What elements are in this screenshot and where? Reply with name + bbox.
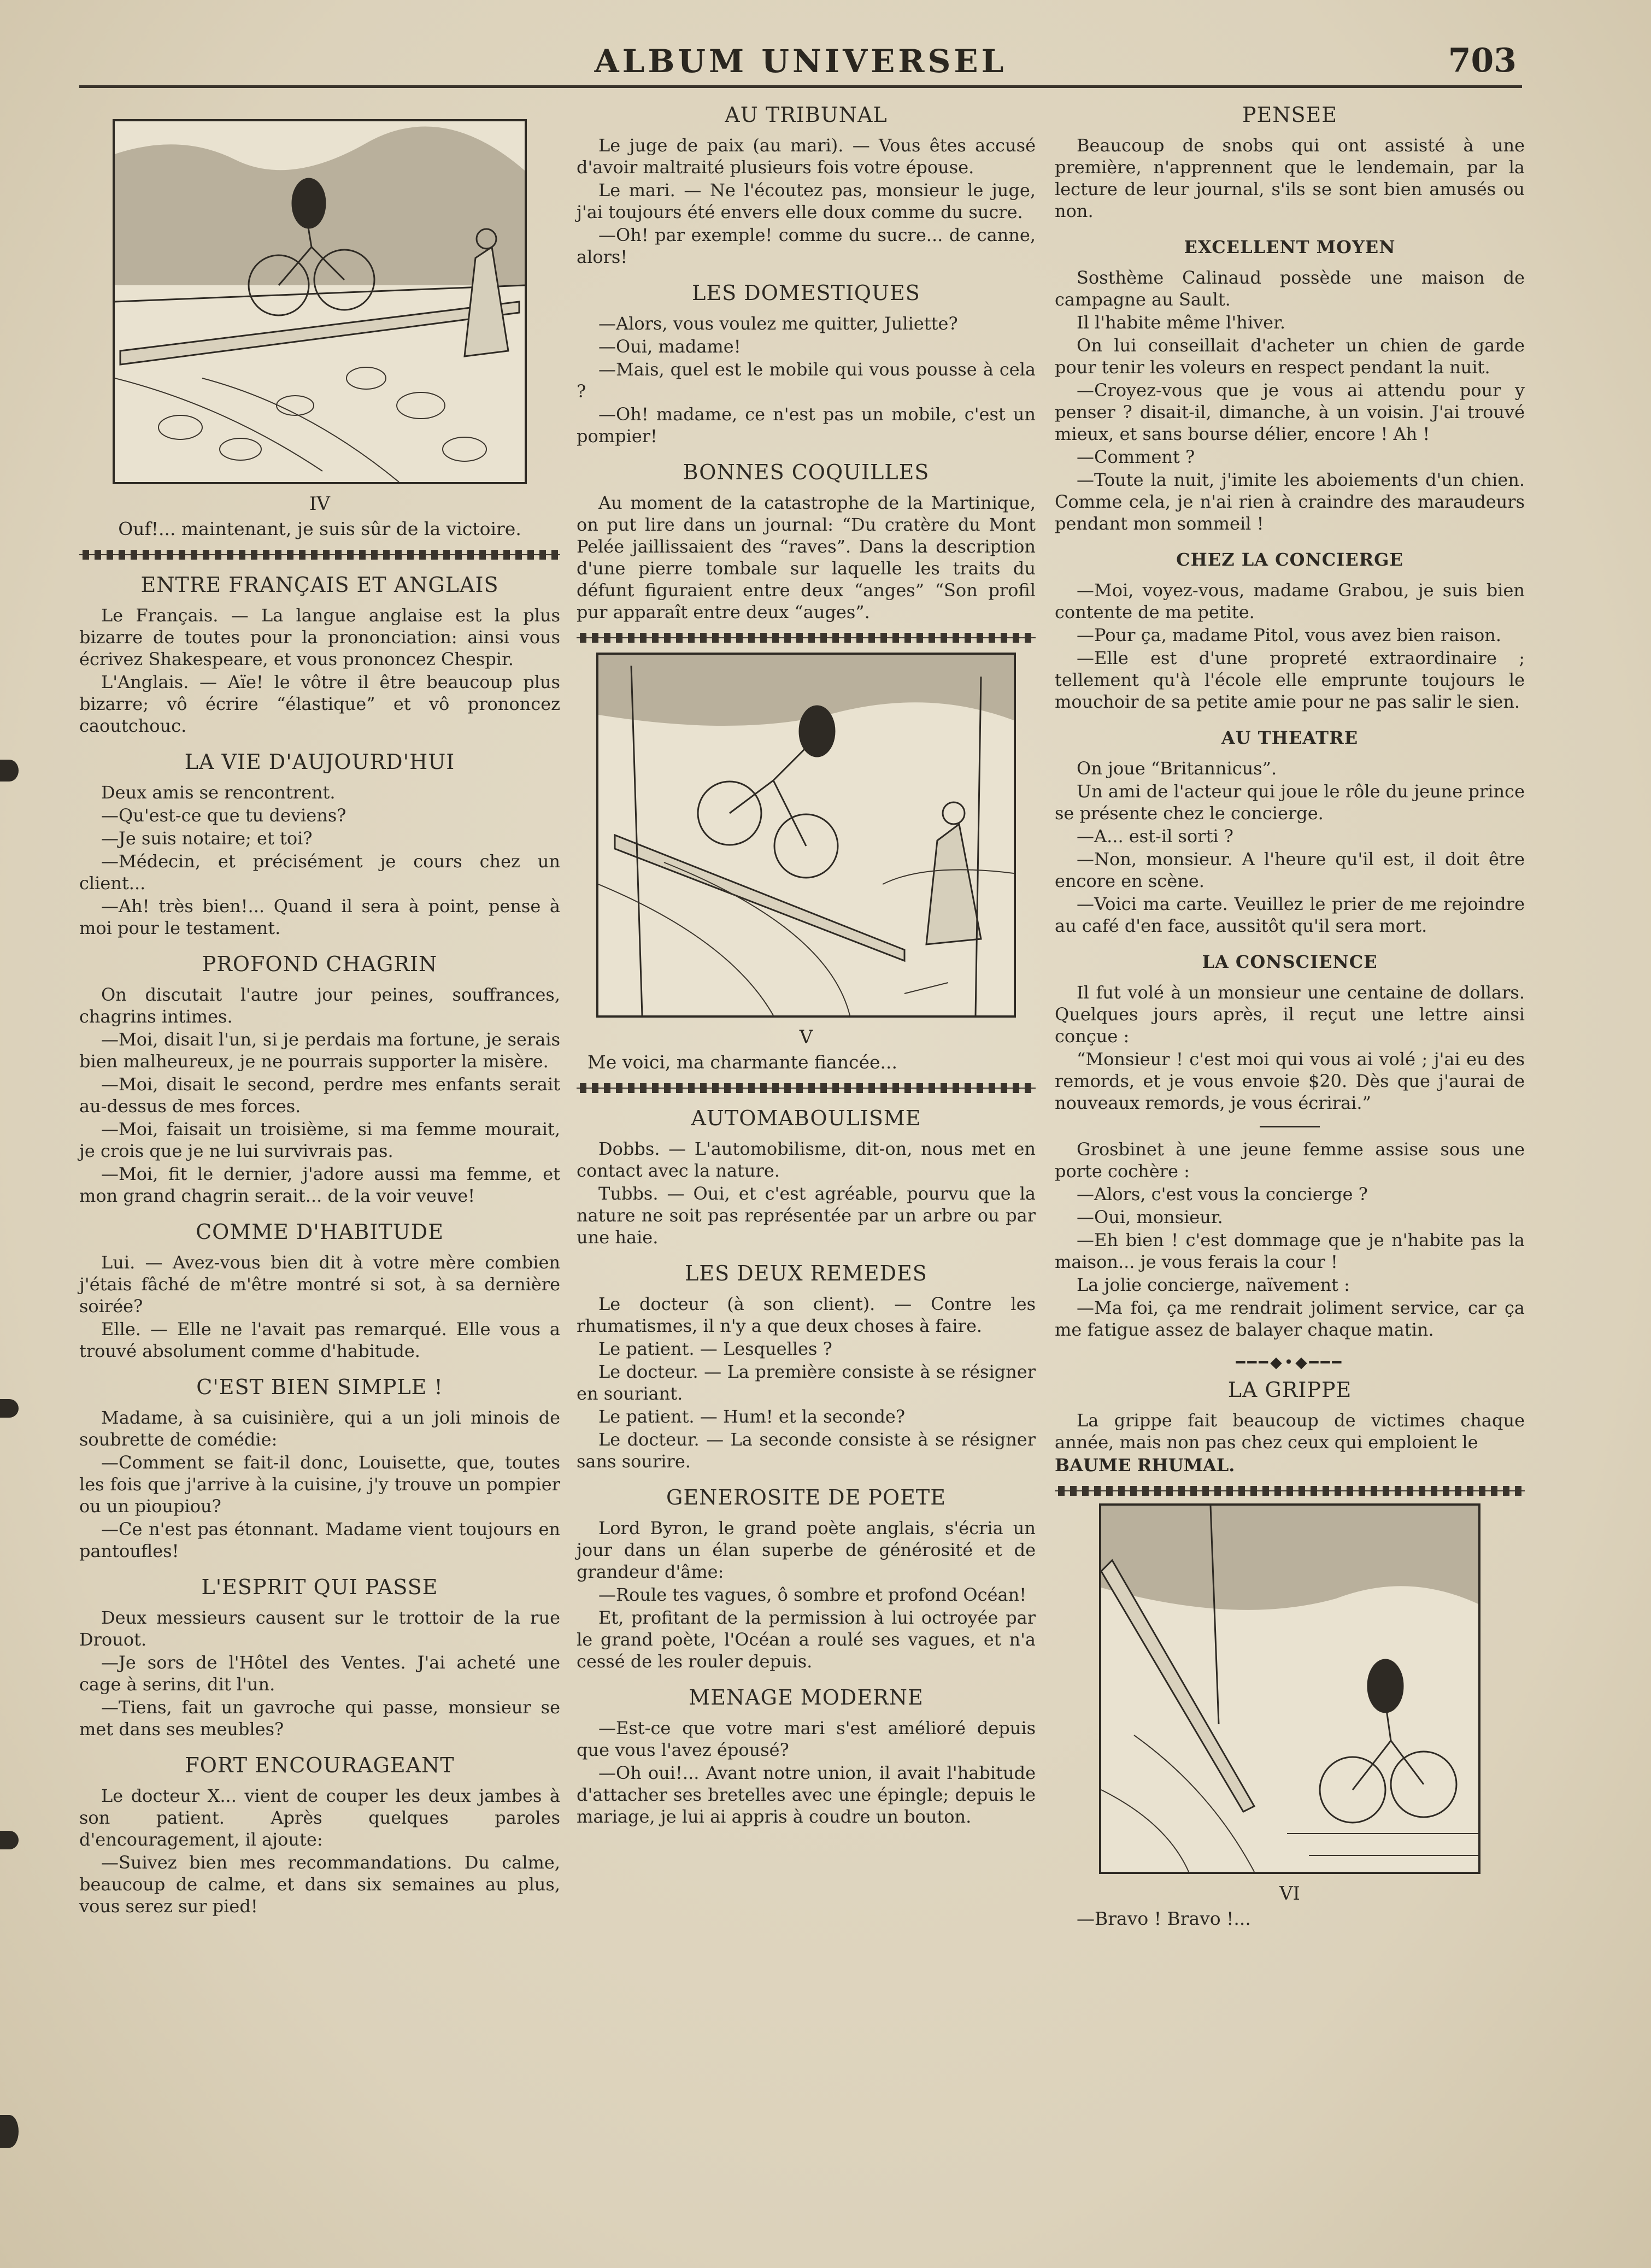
article-paragraph: —Qu'est-ce que tu deviens? (101, 805, 346, 826)
section-divider (1055, 1486, 1525, 1496)
article-paragraph: On discutait l'autre jour peines, souffrances, chagrins intimes. (79, 984, 560, 1027)
article-paragraph: Le docteur X... vient de couper les deux jambes à son patient. Après quelques paroles d'encouragement, il ajoute: (79, 1785, 560, 1850)
figure-number: VI (1279, 1883, 1300, 1905)
article-paragraph: —Ce n'est pas étonnant. Madame vient toujours en pantoufles! (79, 1519, 560, 1561)
article-paragraph: —Mais, quel est le mobile qui vous pousse à cela ? (577, 359, 1036, 402)
cyclist-finish-drawing (1101, 1506, 1478, 1872)
article-paragraph: Le docteur. — La première consiste à se résigner en souriant. (577, 1361, 1036, 1404)
figure-caption: Ouf!... maintenant, je suis sûr de la victoire. (118, 518, 521, 539)
article-paragraph: —Alors, vous voulez me quitter, Juliette? (598, 313, 958, 334)
article-paragraph: —Pour ça, madame Pitol, vous avez bien raison. (1077, 625, 1502, 645)
article-title: ENTRE FRANÇAIS ET ANGLAIS (140, 573, 499, 597)
article-title: LES DOMESTIQUES (692, 281, 920, 305)
article-paragraph: Le Français. — La langue anglaise est la plus bizarre de toutes pour la prononciation: ainsi vous écrivez Shakespeare, et vous prononcez Chespir. (79, 605, 560, 669)
article-paragraph: —Alors, c'est vous la concierge ? (1077, 1184, 1368, 1204)
article-paragraph: Dobbs. — L'automobilisme, dit-on, nous met en contact avec la nature. (577, 1138, 1036, 1181)
article-paragraph: —Je sors de l'Hôtel des Ventes. J'ai acheté une cage à serins, dit l'un. (79, 1652, 560, 1695)
article-title: CHEZ LA CONCIERGE (1176, 549, 1403, 570)
article-paragraph: Le patient. — Hum! et la seconde? (598, 1406, 906, 1427)
figure-caption: Me voici, ma charmante fiancée... (587, 1051, 897, 1073)
article-paragraph: —Moi, fit le dernier, j'adore aussi ma femme, et mon grand chagrin serait... de la voir veuve! (79, 1164, 560, 1206)
short-divider (1260, 1126, 1320, 1127)
page-number: 703 (1448, 42, 1517, 80)
article-paragraph: —Comment se fait-il donc, Louisette, que, toutes les fois que j'arrive à la cuisine, j'y trouve un pompier ou un pioupiou? (79, 1452, 560, 1517)
article-paragraph: —Je suis notaire; et toi? (101, 828, 313, 849)
brand-name: BAUME RHUMAL. (1055, 1455, 1235, 1476)
article-paragraph: —Oh oui!... Avant notre union, il avait l'habitude d'attacher ses bretelles avec une épingle; depuis le mariage, je lui ai appris à coudre un bouton. (577, 1762, 1036, 1827)
article-title: LA GRIPPE (1227, 1378, 1352, 1402)
article-paragraph: Deux messieurs causent sur le trottoir de la rue Drouot. (79, 1607, 560, 1650)
article-paragraph: Le patient. — Lesquelles ? (598, 1338, 832, 1359)
article-title: MENAGE MODERNE (689, 1685, 924, 1709)
column-3 (1055, 104, 1525, 1932)
illustration-v (596, 653, 1016, 1018)
article-paragraph: Et, profitant de la permission à lui octroyée par le grand poète, l'Océan a roulé ses vagues, et n'a cessé de les rouler depuis. (577, 1607, 1036, 1672)
illustration-iv (113, 119, 527, 484)
article-title: PROFOND CHAGRIN (202, 952, 438, 976)
article-paragraph: Le docteur. — La seconde consiste à se résigner sans sourire. (577, 1429, 1036, 1472)
page-edge-mark (0, 2115, 19, 2148)
article-title: BONNES COQUILLES (683, 460, 930, 484)
article-paragraph: —Moi, voyez-vous, madame Grabou, je suis bien contente de ma petite. (1055, 580, 1525, 622)
article-paragraph: Madame, à sa cuisinière, qui a un joli minois de soubrette de comédie: (79, 1407, 560, 1450)
article-paragraph: —Toute la nuit, j'imite les aboiements d'un chien. Comme cela, je n'ai rien à craindre des maraudeurs pendant mon sommeil ! (1055, 469, 1525, 534)
article-paragraph: On joue “Britannicus”. (1077, 758, 1277, 779)
masthead-title: ALBUM UNIVERSEL (594, 43, 1007, 80)
page-edge-mark (0, 1831, 19, 1849)
article-paragraph: Tubbs. — Oui, et c'est agréable, pourvu que la nature ne soit pas représentée par un arbre ou par une haie. (577, 1183, 1036, 1248)
article-title: GENEROSITE DE POETE (666, 1485, 946, 1509)
article-paragraph: —Eh bien ! c'est dommage que je n'habite pas la maison... je vous ferais la cour ! (1055, 1230, 1525, 1272)
article-paragraph: Deux amis se rencontrent. (101, 782, 336, 803)
article-title: LES DEUX REMEDES (685, 1261, 927, 1285)
article-paragraph: La jolie concierge, naïvement : (1077, 1274, 1350, 1295)
cyclist-plank-drawing (115, 121, 525, 482)
article-paragraph: —Ma foi, ça me rendrait joliment service, car ça me fatigue assez de balayer chaque matin. (1055, 1297, 1525, 1340)
article-paragraph: —Tiens, fait un gavroche qui passe, monsieur se met dans ses meubles? (79, 1697, 560, 1740)
article-title: L'ESPRIT QUI PASSE (201, 1575, 438, 1599)
article-title: FORT ENCOURAGEANT (185, 1753, 455, 1777)
cyclist-descending-drawing (598, 655, 1014, 1015)
article-paragraph: Il fut volé à un monsieur une centaine de dollars. Quelques jours après, il reçut une lettre ainsi conçue : (1055, 982, 1525, 1047)
article-title: C'EST BIEN SIMPLE ! (196, 1375, 443, 1399)
page-header (79, 38, 1522, 93)
article-paragraph: —Voici ma carte. Veuillez le prier de me rejoindre au café d'en face, aussitôt qu'il sera mort. (1055, 894, 1525, 936)
article-title: AU THEATRE (1221, 727, 1359, 748)
article-paragraph: Lui. — Avez-vous bien dit à votre mère combien j'étais fâché de m'être montré si sot, à sa dernière soirée? (79, 1252, 560, 1317)
article-paragraph: Au moment de la catastrophe de la Martinique, on put lire dans un journal: “Du cratère du Mont Pelée jaillissaient des “raves”. Dans la description d'une pierre tombale sur laquelle les traits du défunt figuraient entre deux “anges” “Son profil pur apparaît entre deux “auges”. (577, 492, 1036, 622)
article-paragraph: —Elle est d'une propreté extraordinaire ; tellement qu'à l'école elle emprunte toujours le mouchoir de sa petite amie pour ne pas salir le sien. (1055, 648, 1525, 712)
article-paragraph: —Ah! très bien!... Quand il sera à point, pense à moi pour le testament. (79, 896, 560, 938)
article-paragraph: On lui conseillait d'acheter un chien de garde pour tenir les voleurs en respect pendant la nuit. (1055, 335, 1525, 378)
article-paragraph: Beaucoup de snobs qui ont assisté à une première, n'apprennent que le lendemain, par la lecture de leur journal, s'ils se sont bien amusés ou non. (1055, 135, 1525, 221)
article-paragraph: —Moi, faisait un troisième, si ma femme mourait, je crois que je ne lui survivrais pas. (79, 1119, 560, 1161)
article-paragraph: —Non, monsieur. A l'heure qu'il est, il doit être encore en scène. (1055, 849, 1525, 891)
article-paragraph: —Médecin, et précisément je cours chez un client... (79, 851, 560, 894)
article-title: AU TRIBUNAL (725, 103, 888, 127)
article-paragraph: “Monsieur ! c'est moi qui vous ai volé ; j'ai eu des remords, et je vous envoie $20. Dès que j'aurai de nouveaux remords, je vous écrirai.” (1055, 1049, 1525, 1113)
article-paragraph: —Est-ce que votre mari s'est amélioré depuis que vous l'avez épousé? (577, 1718, 1036, 1760)
article-paragraph: Il l'habite même l'hiver. (1077, 312, 1286, 333)
ornament-divider: ━━━◆•◆━━━ (1236, 1353, 1344, 1371)
article-paragraph: Le docteur (à son client). — Contre les rhumatismes, il n'y a que deux choses à faire. (577, 1294, 1036, 1336)
section-divider (79, 550, 560, 560)
article-paragraph: —Moi, disait le second, perdre mes enfants serait au-dessus de mes forces. (79, 1074, 560, 1117)
article-title: EXCELLENT MOYEN (1184, 237, 1396, 257)
column-2 (577, 104, 1036, 1829)
article-title: LA CONSCIENCE (1202, 951, 1378, 972)
article-paragraph: Grosbinet à une jeune femme assise sous une porte cochère : (1055, 1139, 1525, 1182)
article-title: LA VIE D'AUJOURD'HUI (184, 750, 455, 774)
header-rule (79, 85, 1522, 88)
article-title: AUTOMABOULISME (691, 1106, 921, 1130)
article-paragraph: —Suivez bien mes recommandations. Du calme, beaucoup de calme, et dans six semaines au plus, vous serez sur pied! (79, 1852, 560, 1917)
page-edge-mark (0, 760, 19, 782)
article-paragraph: —Oh! madame, ce n'est pas un mobile, c'est un pompier! (577, 404, 1036, 446)
article-paragraph: —Oh! par exemple! comme du sucre... de canne, alors! (577, 225, 1036, 267)
article-paragraph: Elle. — Elle ne l'avait pas remarqué. Elle vous a trouvé absolument comme d'habitude. (79, 1319, 560, 1361)
figure-number: IV (309, 493, 330, 515)
article-paragraph: —A... est-il sorti ? (1077, 826, 1233, 847)
column-1 (79, 104, 560, 1918)
article-paragraph: Sosthème Calinaud possède une maison de campagne au Sault. (1055, 267, 1525, 310)
figure-caption: —Bravo ! Bravo !... (1077, 1908, 1251, 1929)
illustration-vi (1099, 1503, 1480, 1874)
page-edge-mark (0, 1399, 19, 1418)
article-paragraph: La grippe fait beaucoup de victimes chaque année, mais non pas chez ceux qui emploient le (1055, 1410, 1525, 1453)
article-paragraph: Lord Byron, le grand poète anglais, s'écria un jour dans un élan superbe de générosité et de grandeur d'âme: (577, 1518, 1036, 1582)
article-paragraph: Le mari. — Ne l'écoutez pas, monsieur le juge, j'ai toujours été envers elle doux comme du sucre. (577, 180, 1036, 222)
article-paragraph: L'Anglais. — Aïe! le vôtre il être beaucoup plus bizarre; vô écrire “élastique” et vô prononcez caoutchouc. (79, 672, 560, 736)
section-divider (577, 633, 1036, 643)
article-paragraph: —Moi, disait l'un, si je perdais ma fortune, je serais bien malheureux, je ne pourrais supporter la misère. (79, 1029, 560, 1072)
figure-number: V (799, 1026, 813, 1048)
article-paragraph: Le juge de paix (au mari). — Vous êtes accusé d'avoir maltraité plusieurs fois votre épouse. (577, 135, 1036, 178)
article-paragraph: —Croyez-vous que je vous ai attendu pour y penser ? disait-il, dimanche, à un voisin. J'ai trouvé mieux, et sans bourse délier, encore ! Ah ! (1055, 380, 1525, 444)
section-divider (577, 1083, 1036, 1093)
article-paragraph: Un ami de l'acteur qui joue le rôle du jeune prince se présente chez le concierge. (1055, 781, 1525, 824)
article-paragraph: —Roule tes vagues, ô sombre et profond Océan! (598, 1584, 1027, 1605)
article-title: COMME D'HABITUDE (196, 1220, 444, 1244)
article-paragraph: —Oui, monsieur. (1077, 1207, 1223, 1227)
article-paragraph: —Comment ? (1077, 446, 1195, 467)
article-title: PENSEE (1242, 103, 1338, 127)
article-paragraph: —Oui, madame! (598, 336, 741, 357)
